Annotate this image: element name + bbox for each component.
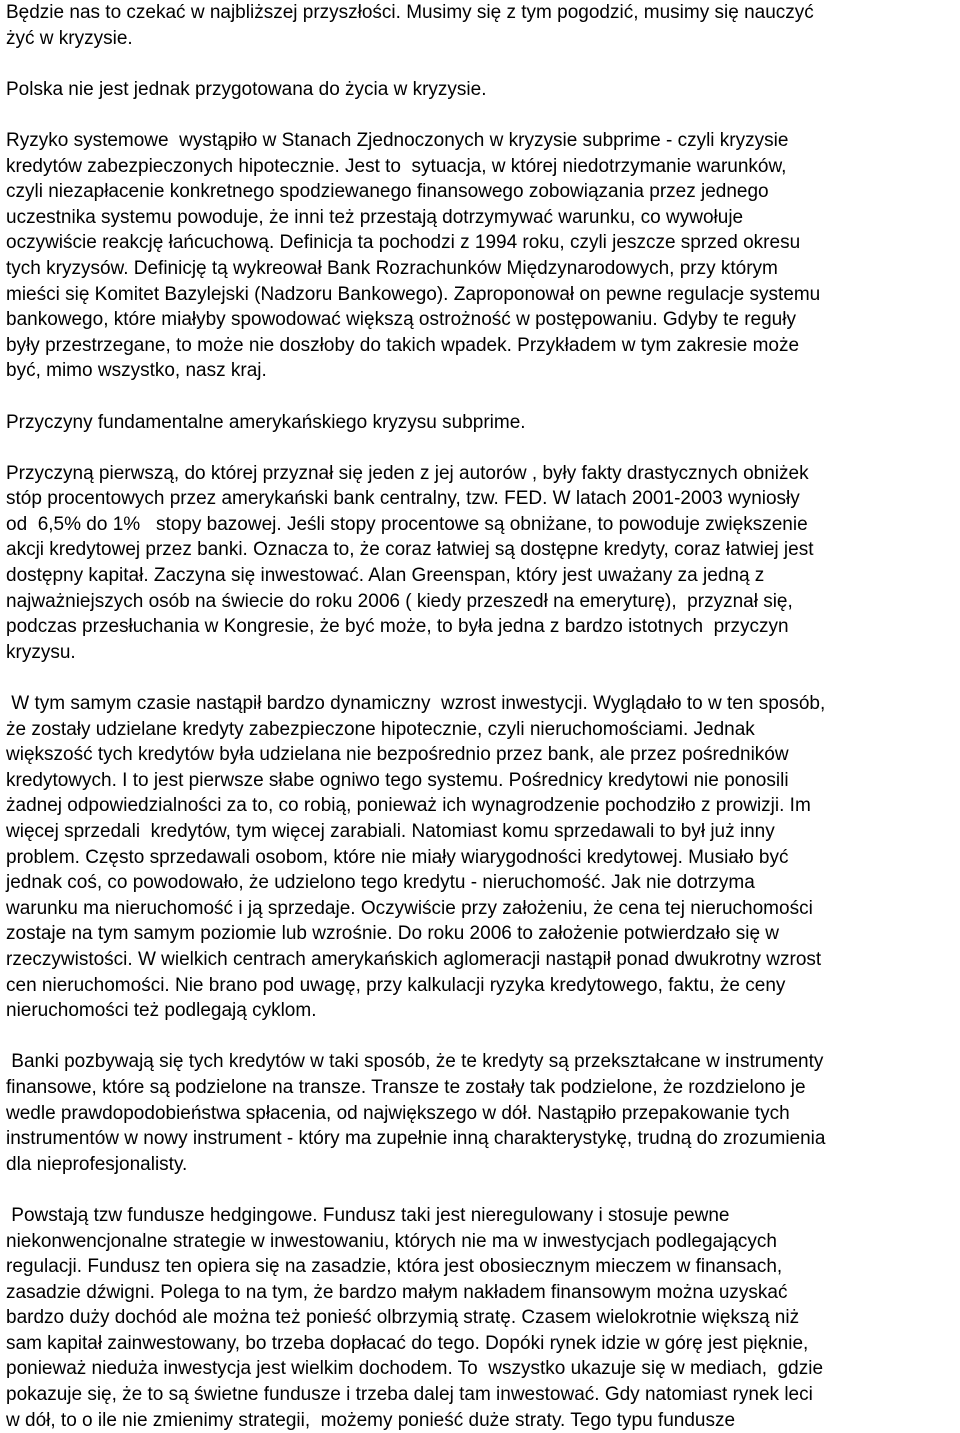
text-line: Ryzyko systemowe wystąpiło w Stanach Zjednoczonych w kryzysie subprime - czyli kryzysie [6,129,789,151]
text-line: większość tych kredytów była udzielana nie bezpośrednio przez bank, ale przez pośredników [6,744,789,766]
text-line: problem. Często sprzedawali osobom, które nie miały wiarygodności kredytowej. Musiało być [6,846,789,868]
text-line: w dół, to o ile nie zmienimy strategii, możemy ponieść duże straty. Tego typu fundusze [6,1409,736,1431]
text-line: akcji kredytowej przez banki. Oznacza to, że coraz łatwiej są dostępne kredyty, coraz łatwiej jest [6,539,814,561]
document-page [6,0,956,1433]
text-line: wedle prawdopodobieństwa spłacenia, od największego w dół. Nastąpiło przepakowanie tych [6,1102,790,1124]
text-line: kryzysu. [6,641,76,663]
text-line: rzeczywistości. W wielkich centrach amerykańskich aglomeracji nastąpił ponad dwukrotny wzrost [6,948,822,970]
text-line: Będzie nas to czekać w najbliższej przyszłości. Musimy się z tym pogodzić, musimy się nauczyć [6,2,814,23]
text-line: ponieważ nieduża inwestycja jest wielkim dochodem. To wszystko ukazuje się w mediach, gdzie [6,1358,824,1380]
text-line: żyć w kryzysie. [6,27,133,49]
text-line: najważniejszych osób na świecie do roku 2006 ( kiedy przeszedł na emeryturę), przyznał się, [6,590,793,612]
text-line: kredytowych. I to jest pierwsze słabe ogniwo tego systemu. Pośrednicy kredytowi nie ponosili [6,769,789,791]
paragraph-spacer [6,1024,956,1050]
text-line: podczas przesłuchania w Kongresie, że być może, to była jedna z bardzo istotnych przyczyn [6,616,789,638]
text-line: jednak coś, co powodowało, że udzielono tego kredytu - nieruchomość. Jak nie dotrzyma [6,872,755,894]
text-line: bardzo duży dochód ale można też ponieść olbrzymią stratę. Czasem wielokrotnie większą niż [6,1307,800,1329]
text-line: Polska nie jest jednak przygotowana do życia w kryzysie. [6,78,487,100]
text-line: finansowe, które są podzielone na transze. Transze te zostały tak podzielone, że rozdzielono je [6,1076,806,1098]
paragraph-spacer [6,384,956,410]
text-line: kredytów zabezpieczonych hipotecznie. Jest to sytuacja, w której niedotrzymanie warunków, [6,155,787,177]
text-line: nieruchomości też podlegają cyklom. [6,1000,317,1022]
text-line: Przyczyną pierwszą, do której przyznał się jeden z jej autorów , były fakty drastycznych obniżek [6,462,809,484]
text-line: Przyczyny fundamentalne amerykańskiego kryzysu subprime. [6,411,526,433]
paragraph-p3 [6,128,956,384]
text-line: że zostały udzielane kredyty zabezpieczone hipotecznie, czyli nieruchomościami. Jednak [6,718,755,740]
text-line: żadnej odpowiedzialności za to, co robią, ponieważ ich wynagrodzenie pochodziło z prowizji. Im [6,795,811,817]
paragraph-p5 [6,461,956,666]
paragraph-p4 [6,410,956,436]
text-line: zostaje na tym samym poziomie lub wzrośnie. Do roku 2006 to założenie potwierdzało się w [6,923,780,945]
text-line: dla nieprofesjonalisty. [6,1153,188,1175]
paragraph-p1 [6,0,956,51]
text-line: warunku ma nieruchomość i ją sprzedaje. Oczywiście przy założeniu, że cena tej nieruchomości [6,897,813,919]
paragraph-p6 [6,691,956,1024]
paragraph-p2 [6,77,956,103]
text-line: W tym samym czasie nastąpił bardzo dynamiczny wzrost inwestycji. Wyglądało to w ten sposób, [6,693,826,715]
text-line: mieści się Komitet Bazylejski (Nadzoru Bankowego). Zaproponował on pewne regulacje systemu [6,283,821,305]
text-line: pokazuje się, że to są świetne fundusze i trzeba dalej tam inwestować. Gdy natomiast rynek leci [6,1384,813,1406]
text-line: oczywiście reakcję łańcuchową. Definicja ta pochodzi z 1994 roku, czyli jeszcze sprzed okresu [6,232,801,254]
paragraph-spacer [6,102,956,128]
paragraph-spacer [6,435,956,461]
paragraph-p8 [6,1203,956,1433]
text-line: sam kapitał zainwestowany, bo trzeba dopłacać do tego. Dopóki rynek idzie w górę jest pięknie, [6,1332,809,1354]
text-line: czyli niezapłacenie konkretnego spodziewanego finansowego zobowiązania przez jednego [6,181,769,203]
text-line: cen nieruchomości. Nie brano pod uwagę, przy kalkulacji ryzyka kredytowego, faktu, że ceny [6,974,786,996]
paragraph-spacer [6,665,956,691]
paragraph-p7 [6,1049,956,1177]
text-line: Banki pozbywają się tych kredytów w taki sposób, że te kredyty są przekształcane w instrumenty [6,1051,824,1073]
text-line: Powstają tzw fundusze hedgingowe. Fundusz taki jest nieregulowany i stosuje pewne [6,1204,730,1226]
text-line: niekonwencjonalne strategie w inwestowaniu, których nie ma w inwestycjach podlegających [6,1230,777,1252]
text-line: być, mimo wszystko, nasz kraj. [6,360,267,382]
paragraph-spacer [6,1177,956,1203]
text-line: tych kryzysów. Definicję tą wykreował Bank Rozrachunków Międzynarodowych, przy którym [6,257,778,279]
text-line: więcej sprzedali kredytów, tym więcej zarabiali. Natomiast komu sprzedawali to był już inny [6,821,775,842]
text-line: stóp procentowych przez amerykański bank centralny, tzw. FED. W latach 2001-2003 wyniosły [6,488,800,510]
text-line: bankowego, które miałyby spowodować większą ostrożność w postępowaniu. Gdyby te reguły [6,309,796,331]
text-line: dostępny kapitał. Zaczyna się inwestować. Alan Greenspan, który jest uważany za jedną z [6,565,765,587]
text-line: od 6,5% do 1% stopy bazowej. Jeśli stopy procentowe są obniżane, to powoduje zwiększenie [6,513,808,535]
text-line: zasadzie dźwigni. Polega to na tym, że bardzo małym nakładem finansowym można uzyskać [6,1281,788,1303]
text-line: instrumentów w nowy instrument - który ma zupełnie inną charakterystykę, trudną do zrozumienia [6,1128,826,1150]
text-line: były przestrzegane, to może nie doszłoby do takich wpadek. Przykładem w tym zakresie może [6,334,800,356]
paragraph-spacer [6,51,956,77]
text-line: regulacji. Fundusz ten opiera się na zasadzie, która jest obosiecznym mieczem w finansach, [6,1256,783,1278]
text-line: uczestnika systemu powoduje, że inni też przestają dotrzymywać warunku, co wywołuje [6,206,744,228]
